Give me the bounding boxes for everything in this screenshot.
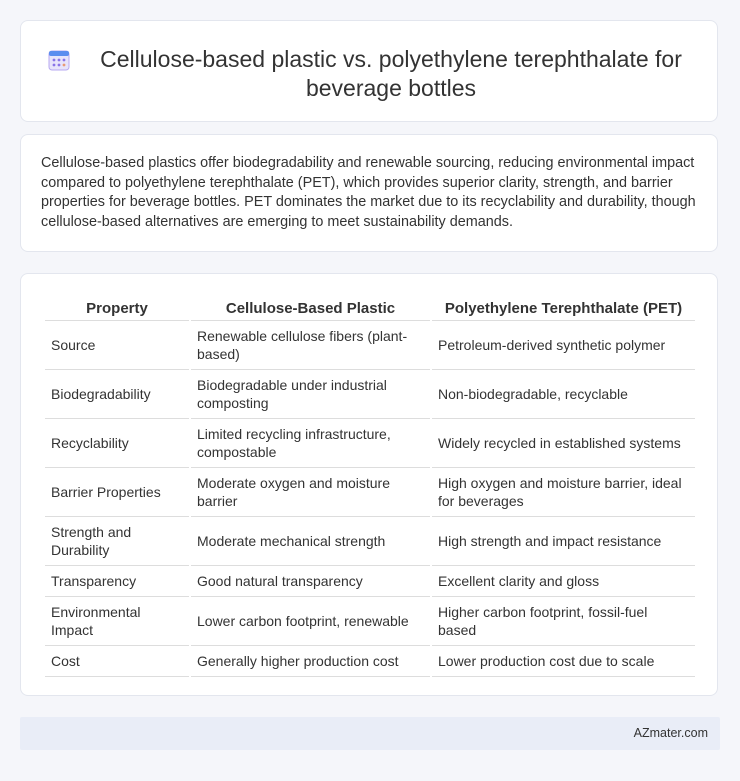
pet-cell: High strength and impact resistance [432, 517, 695, 566]
header-pet: Polyethylene Terephthalate (PET) [432, 296, 695, 321]
table-row [45, 321, 695, 370]
cellulose-cell: Moderate oxygen and moisture barrier [191, 468, 430, 517]
property-cell: Recyclability [45, 419, 189, 468]
pet-cell: Lower production cost due to scale [432, 646, 695, 677]
property-cell: Source [45, 321, 189, 370]
property-cell: Transparency [45, 566, 189, 597]
intro-card [20, 134, 718, 252]
title-row [47, 45, 697, 103]
title-card [20, 20, 718, 122]
footer-brand: AZmater.com [633, 726, 708, 740]
table-row [45, 419, 695, 468]
pet-cell: Non-biodegradable, recyclable [432, 370, 695, 419]
comparison-card [20, 273, 718, 696]
header-property: Property [45, 296, 189, 321]
pet-cell: Higher carbon footprint, fossil-fuel based [432, 597, 695, 646]
table-row [45, 597, 695, 646]
page-title: Cellulose-based plastic vs. polyethylene terephthalate for beverage bottles [100, 46, 682, 101]
pet-cell: High oxygen and moisture barrier, ideal for beverages [432, 468, 695, 517]
cellulose-cell: Renewable cellulose fibers (plant-based) [191, 321, 430, 370]
comparison-table [43, 296, 697, 677]
cellulose-cell: Limited recycling infrastructure, compostable [191, 419, 430, 468]
cellulose-cell: Biodegradable under industrial composting [191, 370, 430, 419]
footer-bar [20, 717, 720, 750]
cellulose-cell: Good natural transparency [191, 566, 430, 597]
cellulose-cell: Lower carbon footprint, renewable [191, 597, 430, 646]
property-cell: Barrier Properties [45, 468, 189, 517]
table-row [45, 566, 695, 597]
property-cell: Cost [45, 646, 189, 677]
table-row [45, 370, 695, 419]
pet-cell: Petroleum-derived synthetic polymer [432, 321, 695, 370]
table-icon [47, 48, 71, 72]
table-row [45, 468, 695, 517]
header-cellulose: Cellulose-Based Plastic [191, 296, 430, 321]
pet-cell: Widely recycled in established systems [432, 419, 695, 468]
property-cell: Biodegradability [45, 370, 189, 419]
property-cell: Environmental Impact [45, 597, 189, 646]
pet-cell: Excellent clarity and gloss [432, 566, 695, 597]
cellulose-cell: Moderate mechanical strength [191, 517, 430, 566]
intro-paragraph: Cellulose-based plastics offer biodegradability and renewable sourcing, reducing environmental impact compared to polyethylene terephthalate (PET), which provides superior clarity, strength, and barrier properties for beverage bottles. PET dominates the market due to its recyclability and durability, though cellulose-based alternatives are emerging to meet sustainability demands. [41, 155, 696, 230]
table-header-row [45, 296, 695, 321]
cellulose-cell: Generally higher production cost [191, 646, 430, 677]
property-cell: Strength and Durability [45, 517, 189, 566]
table-row [45, 517, 695, 566]
table-row [45, 646, 695, 677]
